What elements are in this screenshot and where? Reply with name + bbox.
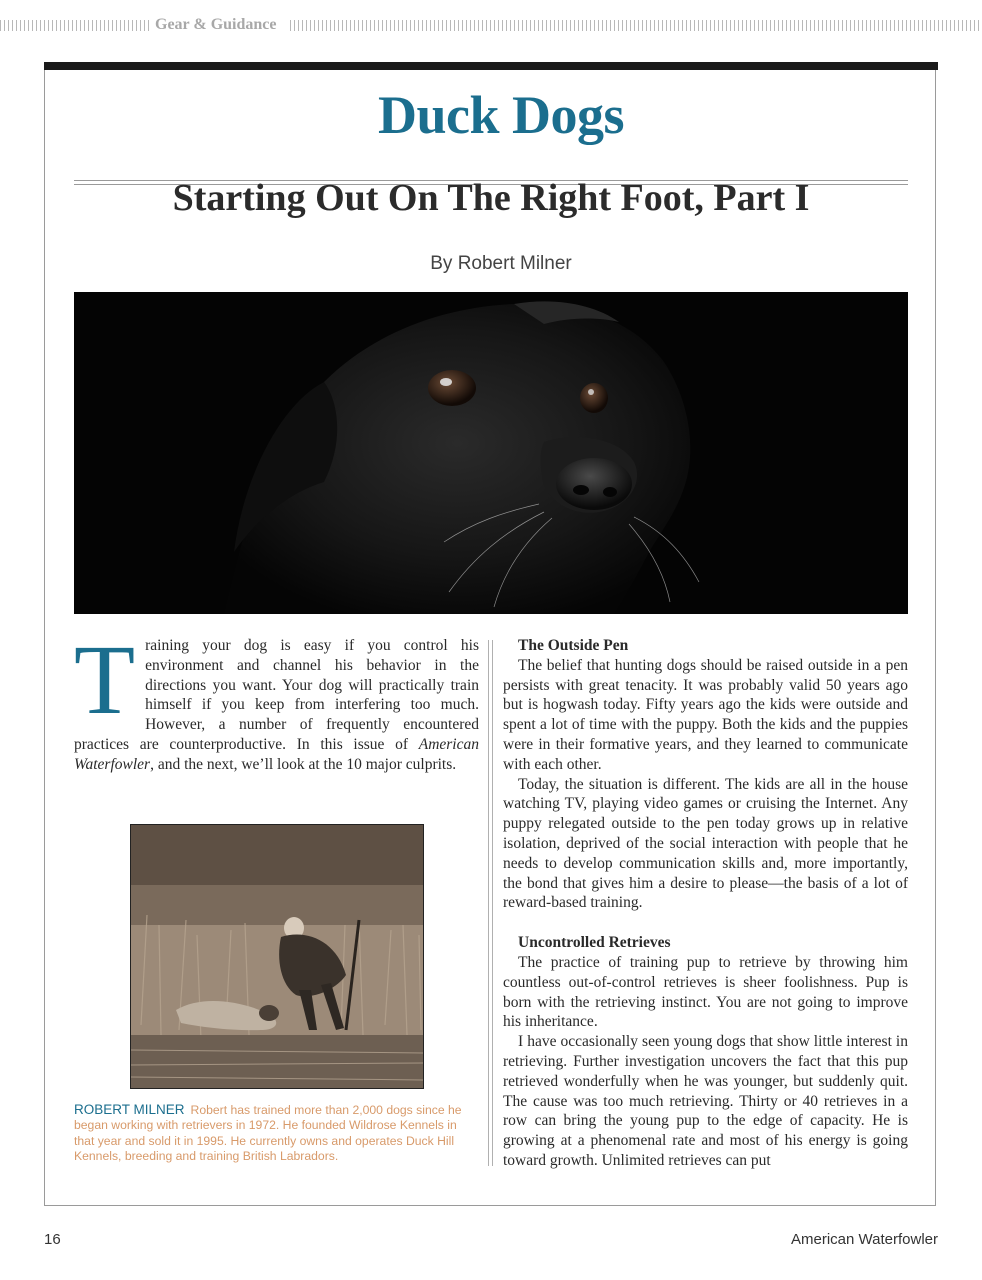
article-title: Duck Dogs: [377, 85, 625, 145]
article-body-column: [503, 636, 908, 1171]
header-strip-bars-left: [0, 20, 150, 31]
section-heading-outside-pen: The Outside Pen: [518, 637, 629, 654]
byline: By Robert Milner: [430, 253, 572, 274]
intro-paragraph: [74, 624, 479, 775]
intro-text-b: , and the next, we’ll look at the 10 major culprits.: [150, 755, 457, 773]
section-header-strip: [0, 14, 982, 38]
paragraph: The practice of training pup to retrieve by throwing him countless out-of-control retrieves is sheer foolishness. Pup is born with the retrieving instinct. You are not going to improve his inheritance.: [503, 953, 908, 1031]
author-bio: [74, 1102, 480, 1164]
intro-italic-publication: American Waterfowler: [74, 735, 479, 773]
bio-text: Robert has trained more than 2,000 dogs since he began working with retrievers in 1972. He founded Wildrose Kennels in that year and sold it in 1995. He currently owns and operates Duck Hill Kennels, breeding and training British Labradors.: [74, 1103, 462, 1163]
page-number: 16: [44, 1231, 61, 1248]
hero-photo-black-lab-puppy: [74, 292, 908, 614]
drop-cap: T: [74, 624, 136, 735]
article-top-rule: [44, 62, 938, 70]
publication-name: American Waterfowler: [791, 1231, 938, 1248]
section-heading-uncontrolled-retrieves: Uncontrolled Retrieves: [518, 934, 671, 952]
paragraph: I have occasionally seen young dogs that show little interest in retrieving. Further investigation uncovers the fact that this pup retrieved wonderfully when he was younger, but suddenly quit. The cause was too much retrieving. Thirty or 40 retrieves in a row can bring the young pup to the edge of capacity. He is growing at a phenomenal rate and most of his energy is going toward growth. Unlimited retrieves can put: [503, 1033, 908, 1169]
bio-author-name: ROBERT MILNER: [74, 1102, 185, 1117]
author-photo-illustration: [131, 825, 424, 1089]
article-subtitle: Starting Out On The Right Foot, Part I: [172, 177, 810, 219]
section-header-label: Gear & Guidance: [155, 16, 277, 33]
column-divider-double: [492, 640, 493, 1166]
paragraph: The belief that hunting dogs should be raised outside in a pen persists with great tenacity. It was probably valid 50 years ago but is hogwash today. Fifty years ago the kids were outside and spent a lot of time with the puppy. Both the kids and the puppies were in their formative years, and they learned to communicate with each other.: [503, 656, 908, 773]
paragraph: Today, the situation is different. The kids are all in the house watching TV, playing video games or cruising the Internet. Any puppy relegated outside to the pen today grows up in relative isolation, deprived of the social interaction with people that he needs to develop communication skills and, more importantly, the bond that gives him a desire to please—the basis of a lot of reward-based training.: [503, 775, 908, 912]
column-divider: [488, 640, 489, 1166]
header-strip-bars-right: [290, 20, 982, 31]
puppy-illustration: [74, 292, 908, 614]
intro-column: [74, 624, 479, 775]
author-photo-marsh-retrieve: [130, 824, 424, 1089]
intro-text-a: raining your dog is easy if you control his environment and channel his behavior in the directions you want. Your dog will practically train himself if you keep from interfering too much. However, a number of frequently encountered practices are counterproductive. In this issue of: [74, 637, 479, 753]
section-spacer: [503, 913, 908, 933]
